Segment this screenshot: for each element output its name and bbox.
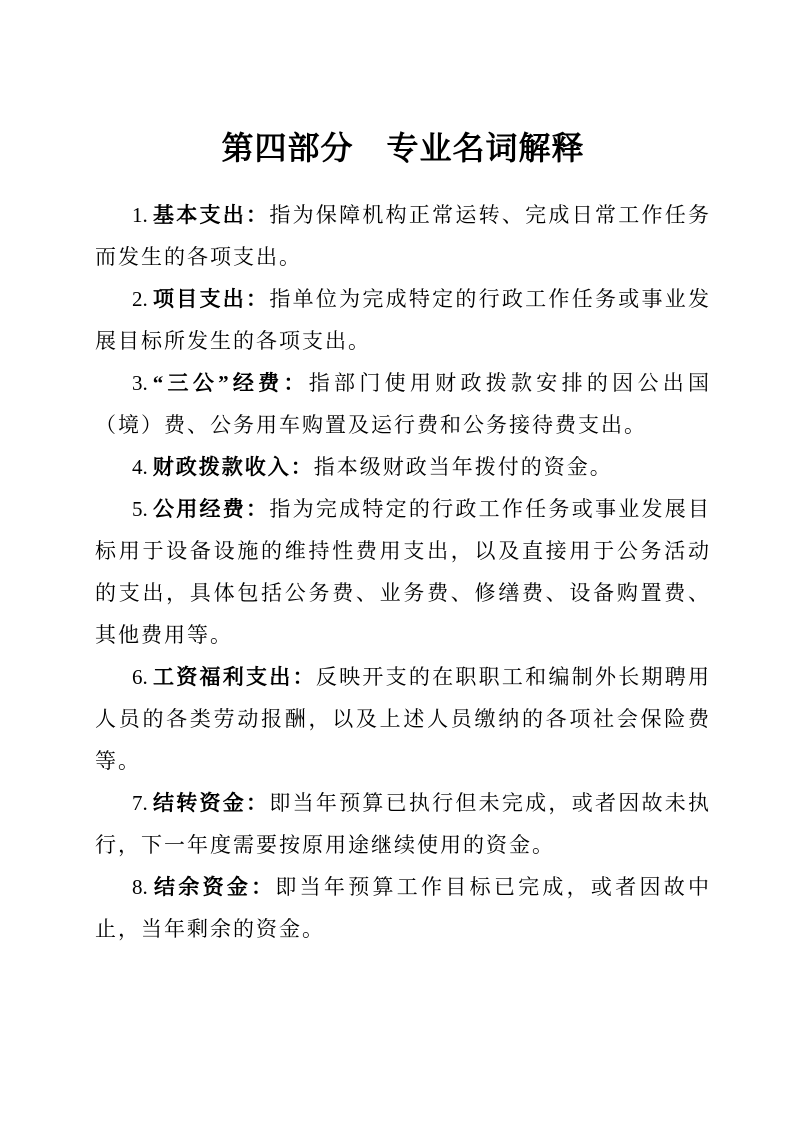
term-definition: 指部门使用财政拨款安排的因公出国（境）费、公务用车购置及运行费和公务接待费支出。	[95, 371, 712, 437]
document-content	[95, 128, 711, 950]
term-number: 5.	[132, 497, 148, 521]
term-definition: 指单位为完成特定的行政工作任务或事业发展目标所发生的各项支出。	[95, 287, 711, 353]
term-number: 8.	[132, 875, 148, 899]
term-number: 3.	[132, 371, 148, 395]
term-item-4	[95, 446, 711, 488]
term-number: 2.	[132, 287, 148, 311]
term-number: 7.	[132, 791, 148, 815]
term-label: 基本支出：	[152, 203, 270, 227]
term-label: “三公”经费：	[152, 371, 309, 395]
term-label: 财政拨款收入：	[152, 455, 314, 479]
term-item-8	[95, 866, 711, 950]
term-item-3	[95, 362, 711, 446]
term-number: 4.	[132, 455, 148, 479]
term-definition: 指为完成特定的行政工作任务或事业发展目标用于设备设施的维持性费用支出，以及直接用于公务活动的支出，具体包括公务费、业务费、修缮费、设备购置费、其他费用等。	[95, 497, 711, 647]
term-number: 1.	[132, 203, 148, 227]
term-label: 公用经费：	[152, 497, 270, 521]
term-label: 工资福利支出：	[152, 665, 316, 689]
term-definition: 指本级财政当年拨付的资金。	[313, 455, 613, 479]
term-item-5	[95, 488, 711, 656]
term-item-2	[95, 278, 711, 362]
term-definition: 指为保障机构正常运转、完成日常工作任务而发生的各项支出。	[95, 203, 711, 269]
term-definition: 即当年预算工作目标已完成，或者因故中止，当年剩余的资金。	[95, 875, 712, 941]
term-label: 项目支出：	[152, 287, 270, 311]
term-definition: 即当年预算已执行但未完成，或者因故未执行，下一年度需要按原用途继续使用的资金。	[95, 791, 711, 857]
term-item-6	[95, 656, 711, 782]
term-definition: 反映开支的在职职工和编制外长期聘用人员的各类劳动报酬，以及上述人员缴纳的各项社会保险费等。	[95, 665, 712, 773]
term-number: 6.	[132, 665, 148, 689]
term-label: 结余资金：	[152, 875, 276, 899]
term-item-1	[95, 194, 711, 278]
term-label: 结转资金：	[152, 791, 270, 815]
page-title: 第四部分 专业名词解释	[221, 130, 585, 166]
term-item-7	[95, 782, 711, 866]
